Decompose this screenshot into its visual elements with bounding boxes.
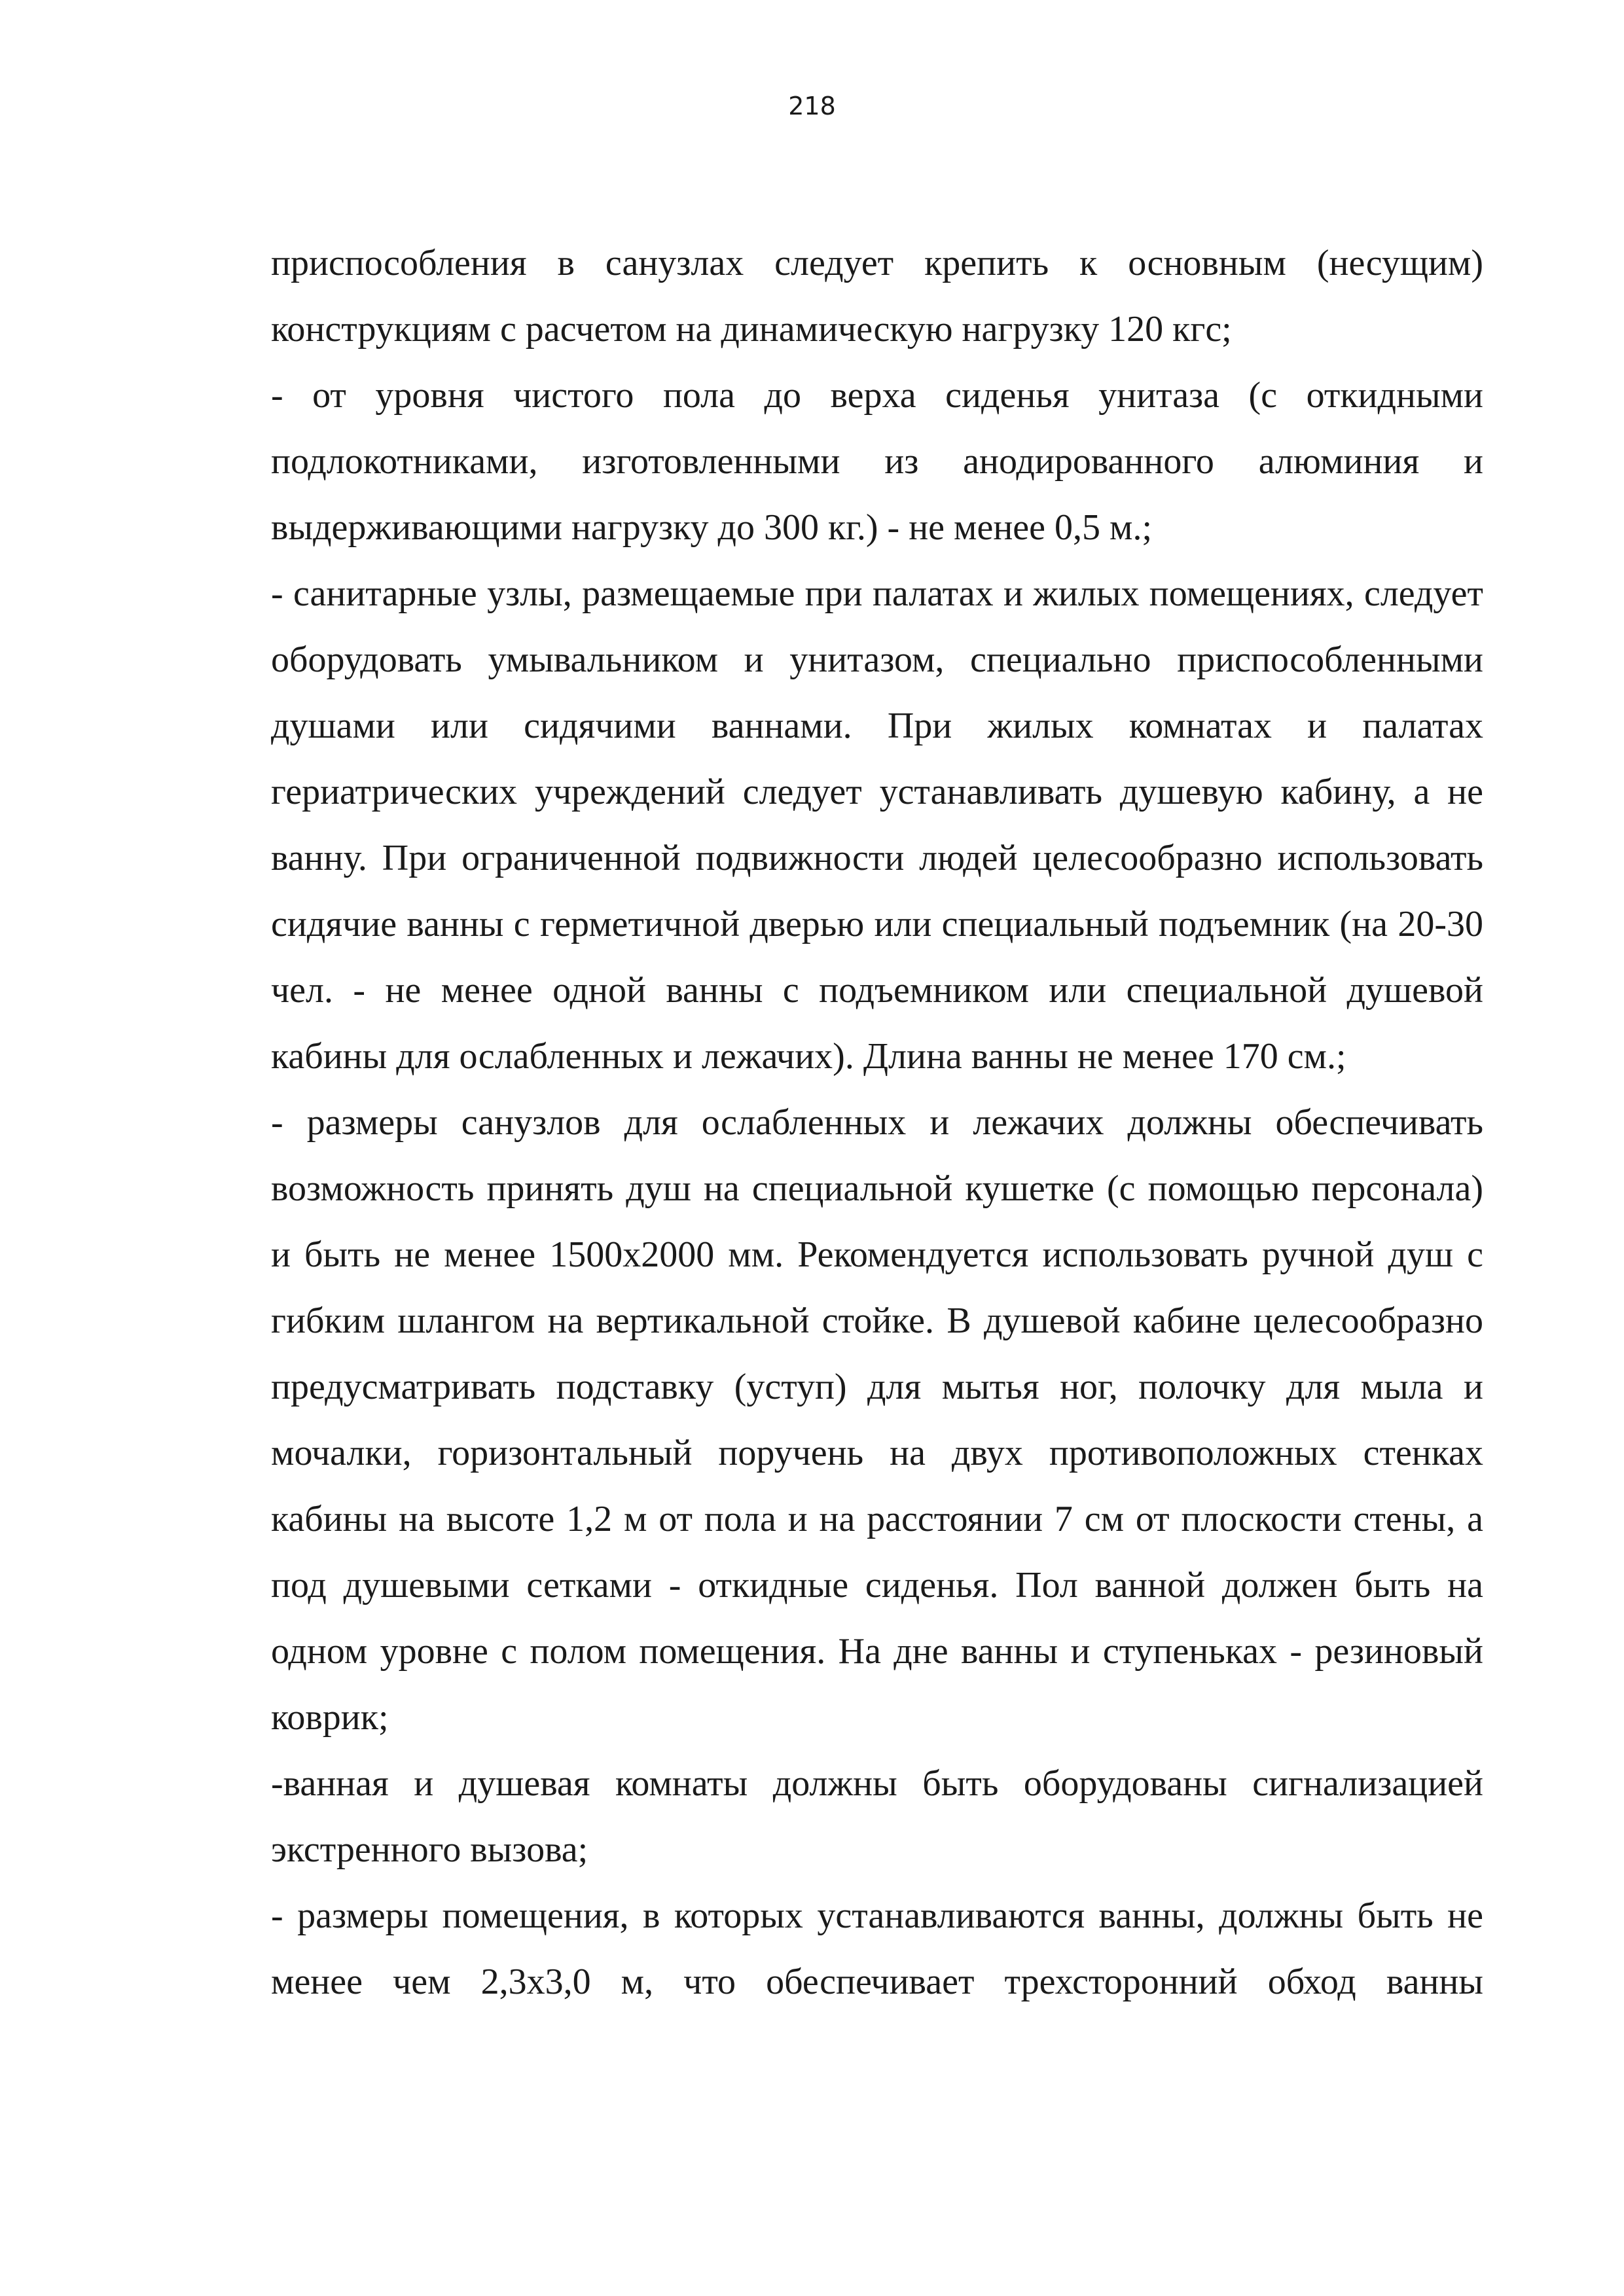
paragraph-sanitary-units: - санитарные узлы, размещаемые при палатах и жилых помещениях, следует оборудовать умывальником и унитазом, специально приспособленными душами или сидячими ваннами. При жилых комнатах и палатах гериатрических учреждений следует устанавливать душевую кабину, а не ванну. При ограниченной подвижности людей целесообразно использовать сидячие ванны с герметичной дверью или специальный подъемник (на 20-30 чел. - не менее одной ванны с подъемником или специальной душевой кабины для ослабленных и лежачих). Длина ванны не менее 170 см.; [271, 573, 1483, 1077]
paragraph-toilet-seat-height: - от уровня чистого пола до верха сиденья унитаза (с откидными подлокотниками, изготовленными из анодированного алюминия и выдерживающими нагрузку до 300 кг.) - не менее 0,5 м.; [271, 375, 1483, 548]
page-number: 218 [788, 92, 836, 120]
body-text [271, 230, 1483, 2015]
paragraph-fixture-mounting: приспособления в санузлах следует крепить к основным (несущим) конструкциям с расчетом на динамическую нагрузку 120 кгс; [271, 243, 1483, 350]
paragraph-bathroom-dimensions: - размеры санузлов для ослабленных и лежачих должны обеспечивать возможность принять душ на специальной кушетке (с помощью персонала) и быть не менее 1500х2000 мм. Рекомендуется использовать ручной душ с гибким шлангом на вертикальной стойке. В душевой кабине целесообразно предусматривать подставку (уступ) для мытья ног, полочку для мыла и мочалки, горизонтальный поручень на двух противоположных стенках кабины на высоте 1,2 м от пола и на расстоянии 7 см от плоскости стены, а под душевыми сетками - откидные сиденья. Пол ванной должен быть на одном уровне с полом помещения. На дне ванны и ступеньках - резиновый коврик; [271, 1102, 1483, 1738]
paragraph-emergency-alarm: -ванная и душевая комнаты должны быть оборудованы сигнализацией экстренного вызова; [271, 1763, 1483, 1870]
paragraph-room-size: - размеры помещения, в которых устанавливаются ванны, должны быть не менее чем 2,3х3,0 м, что обеспечивает трехсторонний обход ванны [271, 1895, 1483, 2002]
